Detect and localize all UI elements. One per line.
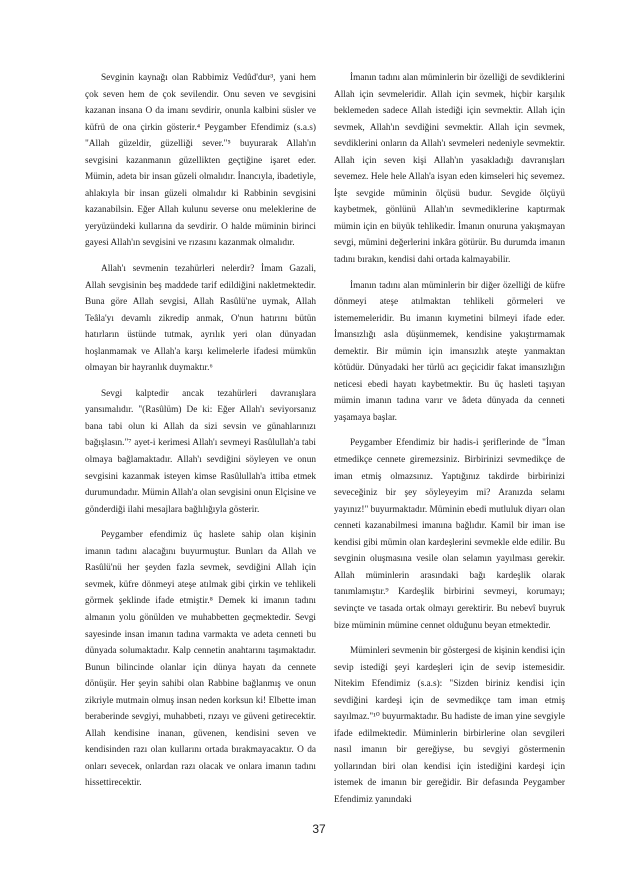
paragraph: Peygamber efendimiz üç haslete sahip olan kişinin imanın tadını alacağını buyurmuştur. Bunları da Allah ve Rasûlü'nü her şeyden fazla sevmek, sevdiğini Allah için sevmek, küfre dönmeyi ateşe atılmak gibi çirkin ve tehlikeli görmek şeklinde ifade etmiştir.⁸ Demek ki imanın tadını almanın yolu gönülden ve muhabbetten geçmektedir. Sevgi sayesinde insan imanın tadına varmakta ve adeta cenneti bu dünyada solumaktadır. Kalp cennetin anahtarını taşımaktadır. Bunun bilincinde olanlar için dünya hayatı da cennete dönüşür. Her şeyin sahibi olan Rabbine bağlanmış ve onun zikriyle mutmain olmuş insan neden korksun ki! Elbette iman beraberinde sevgiyi, muhabbeti, rızayı ve güveni getirecektir. Allah kendisine inanan, güvenen, kendisini seven ve kendisinden razı olan kullarını ortada bırakmayacaktır. O da onları sevecek, onlardan razı olacak ve onlara imanın tadını hissettirecektir. [85,530,316,789]
paragraph: Müminleri sevmenin bir göstergesi de kişinin kendisi için sevip istediği şeyi kardeşleri için de sevip istemesidir. Nitekim Efendimiz (s.a.s): "Sizden biriniz kendisi için sevdiğini kardeşi için de sevmedikçe tam iman etmiş sayılmaz."¹⁰ buyurmaktadır. Bu hadiste de iman yine sevgiyle ifade edilmektedir. Müminlerin birbirlerine olan sevgileri nasıl imanın bir gereğiyse, bu sevgiyi göstermenin yollarından biri olan kendisi için istediğini kardeşi için istemek de imanın bir gereğidir. Bir defasında Peygamber Efendimiz yanındaki [334,646,565,805]
paragraph: İmanın tadını alan müminlerin bir diğer özelliği de küfre dönmeyi ateşe atılmaktan tehlikeli görmeleri ve istememeleridir. Bu imanın kıymetini bilmeyi ifade eder. İmansızlığı asla düşünmemek, kendisine yakıştırmamak demektir. Bir mümin için imansızlık ateşte yanmaktan kötüdür. Dünyadaki her türlü acı geçicidir fakat imansızlığın neticesi ebedi hayatı kaybetmektir. Bu üç hasleti taşıyan mümin imanın tadına varır ve âdeta dünyada da cenneti yaşamaya başlar. [334,280,565,423]
paragraph: İmanın tadını alan müminlerin bir özelliği de sevdiklerini Allah için sevmeleridir. Allah için sevmek, hiçbir karşılık beklemeden sadece Allah istediği için sevmektir. Allah için sevmek, Allah'ın sevdiğini sevmektir. Allah için sevmek, sevdiklerini onların da Allah'ı sevmeleri nedeniyle sevmektir. Allah için seven kişi Allah'ın yasakladığı davranışları sevemez. Hele hele Allah'a isyan eden kimseleri hiç sevemez. İşte sevgide müminin ölçüsü budur. Sevgide ölçüyü kaybetmek, gönlünü Allah'ın sevmediklerine kaptırmak mümin için en büyük tehlikedir. İmanın onuruna yakışmayan sevgi, mümini değerlerini inkâra götürür. Bu durumda imanın tadını bırakın, kendisi dahi ortada kalmayabilir. [334,73,565,266]
paragraph: Sevginin kaynağı olan Rabbimiz Vedûd'dur³, yani hem çok seven hem de çok sevilendir. Onu seven ve sevgisini kazanan insana O da imanı sevdirir, onunla kalbini süsler ve küfrü de ona çirkin gösterir.⁴ Peygamber Efendimiz (s.a.s) "Allah güzeldir, güzelliği sever."⁵ buyurarak Allah'ın sevgisini kazanmanın güzellikten geçtiğine işaret eder. Mümin, adeta bir insan güzeli olmalıdır. İnancıyla, ibadetiyle, ahlakıyla bir insan güzeli olmalıdır ki Rabbinin sevgisini kazanabilsin. Eğer Allah kulunu severse onu meleklerine de yeryüzündeki kullarına da sevdirir. O halde müminin birinci gayesi Allah'ın sevgisini ve rızasını kazanmak olmalıdır. [85,73,316,249]
right-text-column [334,70,565,818]
paragraph: Peygamber Efendimiz bir hadis-i şeriflerinde de "İman etmedikçe cennete giremezsiniz. Birbirinizi sevmedikçe de iman etmiş olmazsınız. Yaptığınız takdirde birbirinizi seveceğiniz bir şey söyleyeyim mi? Aranızda selamı yayınız!" buyurmaktadır. Müminin ebedi mutluluk diyarı olan cenneti kazanabilmesi imanına bağlıdır. Kamil bir iman ise kendisi gibi mümin olan kardeşlerini sevmekle elde edilir. Bu sevginin oluşmasına vesile olan selamın yayılması gerekir. Allah müminlerin arasındaki bağı kardeşlik olarak tanımlamıştır.⁹ Kardeşlik birbirini sevmeyi, korumayı; sevinçte ve tasada ortak olmayı gerektirir. Bu nebevî buyruk bize müminin mümine cennet olduğunu beyan etmektedir. [334,438,565,631]
page-number: 37 [312,822,326,836]
left-text-column [85,70,316,801]
paragraph: Sevgi kalptedir ancak tezahürleri davranışlara yansımalıdır. "(Rasûlüm) De ki: Eğer Allah'ı seviyorsanız bana tabi olun ki Allah da sizi sevsin ve günahlarınızı bağışlasın."⁷ ayet-i kerimesi Allah'ı sevmeyi Rasûlullah'a tabi olmaya bağlamaktadır. Allah'ı sevdiğini söyleyen ve onun sevgisini kazanmak isteyen kimse Rasûlullah'a ittiba etmek durumundadır. Mümin Allah'a olan sevgisini onun Elçisine ve gönderdiği ilahi mesajlara bağlılığıyla gösterir. [85,388,316,515]
paragraph: Allah'ı sevmenin tezahürleri nelerdir? İmam Gazali, Allah sevgisinin beş maddede tarif edildiğini nakletmektedir. Buna göre Allah sevgisi, Allah Rasûlü'ne uymak, Allah Teâla'yı devamlı zikredip anmak, O'nun hatırını bütün hatırların üstünde tutmak, ayrılık yeri olan dünyadan hoşlanmamak ve Allah'a karşı kelimelerle ifadesi mümkün olmayan bir hayranlık duymaktır.⁶ [85,264,316,374]
